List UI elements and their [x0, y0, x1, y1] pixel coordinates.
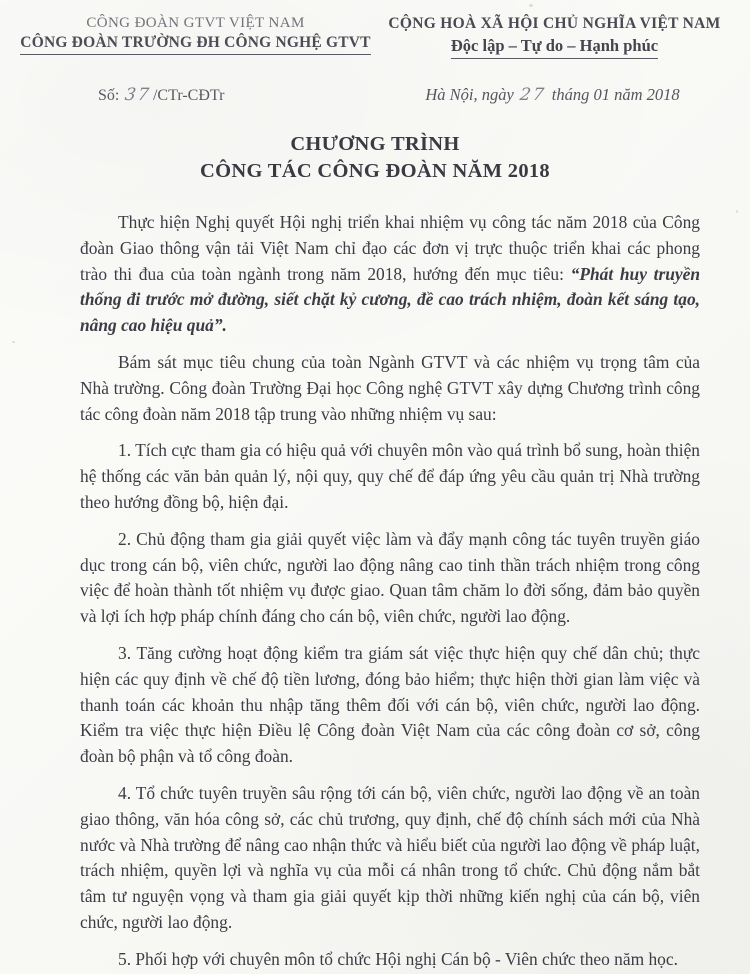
- national-title: CỘNG HOÀ XÃ HỘI CHỦ NGHĨA VIỆT NAM: [388, 15, 721, 32]
- task-item-4: 4. Tổ chức tuyên truyền sâu rộng tới cán bộ, viên chức, người lao động về an toàn giao thông, văn hóa công sở, các chủ trương, quy định, chế độ chính sách mới của Nhà nước và Nhà trường để nâng cao nhận thức và hiểu biết của người lao động về pháp luật, trách nhiệm, quyền lợi và nghĩa vụ của mỗi cá nhân trong tổ chức. Chủ động nắm bắt tâm tư nguyện vọng và tham gia giải quyết kịp thời những kiến nghị của cán bộ, viên chức, người lao động.: [80, 782, 700, 932]
- date-day-handwritten: 27: [518, 85, 548, 105]
- document-header: [0, 0, 750, 59]
- document-number: [0, 85, 355, 105]
- org-name-text: CÔNG ĐOÀN TRƯỜNG ĐH CÔNG NGHỆ GTVT: [20, 34, 370, 55]
- paragraph-objective: Bám sát mục tiêu chung của toàn Ngành GTVT và các nhiệm vụ trọng tâm của Nhà trường. Công đoàn Trường Đại học Công nghệ GTVT xây dựng Chương trình công tác công đoàn năm 2018 tập trung vào những nhiệm vụ sau:: [80, 351, 700, 424]
- document-body: [0, 210, 750, 973]
- issuing-org-block: [18, 15, 373, 59]
- date-prefix: Hà Nội, ngày: [425, 85, 514, 104]
- paragraph-intro: [80, 210, 700, 339]
- national-header-block: [373, 15, 736, 59]
- paragraph-intro-text: Thực hiện Nghị quyết Hội nghị triển khai nhiệm vụ công tác năm 2018 của Công đoàn Giao thông vận tải Việt Nam chỉ đạo các đơn vị trực thuộc triển khai các phong trào thi đua của toàn ngành trong năm 2018, hướng đến mục tiêu:: [80, 212, 700, 284]
- document-title-line1: CHƯƠNG TRÌNH: [290, 133, 460, 155]
- place-date-line: [355, 85, 750, 105]
- document-number-handwritten: 37: [123, 85, 153, 105]
- date-suffix: tháng 01 năm 2018: [551, 85, 680, 104]
- task-item-1: 1. Tích cực tham gia có hiệu quả với chuyên môn vào quá trình bổ sung, hoàn thiện hệ thống các văn bản quản lý, nội quy, quy chế để đáp ứng yêu cầu quản trị Nhà trường theo hướng đồng bộ, hiện đại.: [80, 440, 700, 512]
- task-item-5: 5. Phối hợp với chuyên môn tổ chức Hội nghị Cán bộ - Viên chức theo năm học.: [118, 948, 678, 969]
- scan-speckle: [12, 341, 15, 343]
- task-item-3: 3. Tăng cường hoạt động kiểm tra giám sát việc thực hiện quy chế dân chủ; thực hiện các quy định về chế độ tiền lương, đóng bảo hiểm; thực hiện thời gian làm việc và thanh toán các khoản thu nhập tăng thêm đối với cán bộ, viên chức, người lao động. Kiểm tra việc thực hiện Điều lệ Công đoàn Việt Nam của các công đoàn cơ sở, công đoàn bộ phận và tổ công đoàn.: [80, 642, 700, 767]
- paragraph-intro-quote: “Phát huy truyền thống đi trước mở đường, siết chặt kỷ cương, đề cao trách nhiệm, đoàn kết sáng tạo, nâng cao hiệu quả”.: [80, 263, 701, 336]
- document-title: [0, 131, 750, 185]
- national-motto: [373, 36, 736, 59]
- document-meta-row: [0, 85, 750, 105]
- parent-org-name: CÔNG ĐOÀN GTVT VIỆT NAM: [86, 15, 305, 31]
- task-item-2: 2. Chủ động tham gia giải quyết việc làm và đẩy mạnh công tác tuyên truyền giáo dục trong cán bộ, viên chức, người lao động nâng cao tinh thần trách nhiệm trong công việc để hoàn thành tốt nhiệm vụ được giao. Quan tâm chăm lo đời sống, đảm bảo quyền và lợi ích hợp pháp chính đáng cho cán bộ, viên chức, người lao động.: [80, 528, 700, 627]
- national-motto-text: Độc lập – Tự do – Hạnh phúc: [451, 36, 658, 59]
- document-number-label: Số:: [98, 87, 120, 104]
- document-number-suffix: /CTr-CĐTr: [152, 87, 225, 104]
- org-name: [18, 34, 373, 55]
- scan-speckle: [529, 4, 533, 7]
- scan-speckle: [736, 210, 738, 213]
- document-title-line2: CÔNG TÁC CÔNG ĐOÀN NĂM 2018: [200, 160, 550, 182]
